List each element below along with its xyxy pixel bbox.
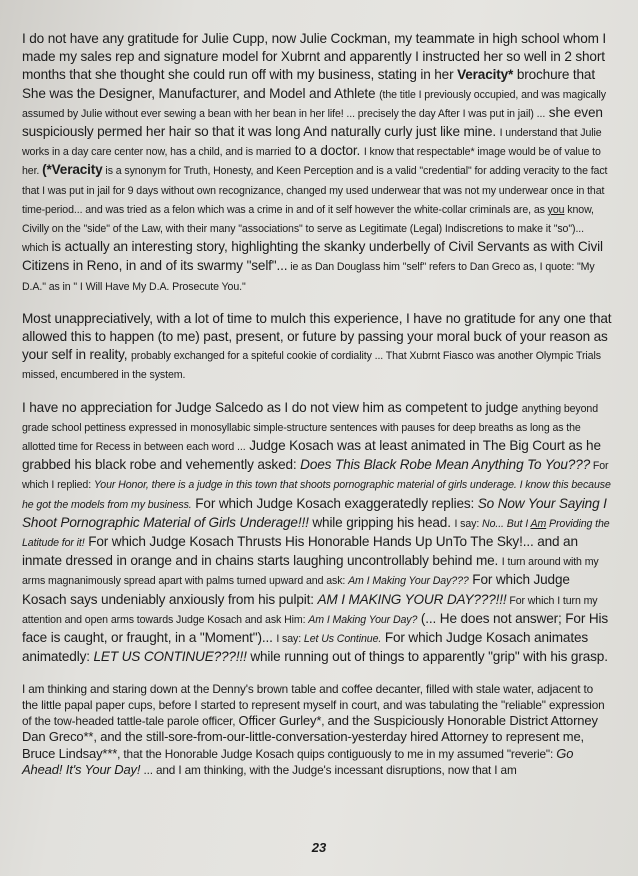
p1-small-3: I know that respectable* image would be of value to her. (22, 146, 601, 178)
p3-underlined-am: Am (530, 517, 547, 530)
p1-text-5: is actually an interesting story, highlighting the skanky underbelly of Civil Servants as with Civil Citizens in Reno, in and of its swarmy "self"... (22, 239, 603, 274)
p1-small-1: (the title I previously occupied, and was magically assumed by Julie without ever sewing a bean with her bean in her life! ... precisely the day After I was put in jail) ... (22, 88, 606, 120)
paragraph-2 (22, 310, 612, 385)
p3-text-8: For which Judge Kosach animates animatedly: (22, 630, 589, 665)
p3-small-4: I turn around with my arms magnanimously spread apart with palms turned upward and ask: (22, 556, 599, 588)
p3-small-3: I say: (454, 517, 483, 530)
p3-small-6-italic: Let Us Continue. (303, 633, 382, 646)
page-number: 23 (311, 840, 327, 855)
p3-quote-3: AM I MAKING YOUR DAY???!!! (317, 591, 507, 607)
p3-text-4: while gripping his head. (308, 514, 455, 530)
p3-small-2: For which I replied: (22, 460, 609, 492)
p3-text-7: (... He does not answer; For His face is caught, or fraught, in a "Moment")... (22, 610, 609, 646)
p4-text-2: , (321, 714, 328, 729)
p2-small-1: probably exchanged for a spiteful cookie of cordiality ... That Xubrnt Fiasco was another Olympic Trials missed, encumbered in the system. (22, 350, 601, 382)
p3-text-1: I have no appreciation for Judge Salcedo as I do not view him as competent to judge (22, 399, 522, 415)
p1-small-2: I understand that Julie works in a day care center now, has a child, and is married (22, 127, 602, 159)
p4-officer-gurley: Officer Gurley* (238, 713, 322, 729)
p3-quote-1: Does This Black Robe Mean Anything To You??? (300, 457, 591, 473)
p3-small-2-italic: Your Honor, there is a judge in this town that shoots pornographic material of girls underage. I know this because he got the models from my business. (22, 479, 611, 511)
p4-names: and the Suspiciously Honorable District Attorney Dan Greco**, and the still-sore-from-our-little-conversation-yesterday hired Attorney to represent me, Bruce Lindsay*** (22, 713, 598, 761)
p4-text-1: I am thinking and staring down at the Denny's brown table and coffee decanter, filled with stale water, adjacent to the little papal paper cups, before I started to represent myself in court, and was tabulating the "reliable" expression of the tow-headed tattle-tale parole officer, (22, 681, 605, 729)
p1-underlined-you: you (547, 203, 565, 216)
p3-small-6: I say: (276, 633, 304, 646)
p1-small-6: ie as Dan Douglass him "self" refers to Dan Greco as, I quote: "My D.A." as in " I Will Have My D.A. Prosecute You." (22, 261, 595, 293)
p3-text-5: For which Judge Kosach Thrusts His Honorable Hands Up UnTo The Sky!... and an inmate dressed in orange and in chains starts laughing uncontrollably behind me. (22, 534, 578, 569)
p1-text-2: brochure that She was the Designer, Manufacturer, and Model and Athlete (22, 67, 595, 101)
p3-small-4-italic: Am I Making Your Day??? (348, 575, 469, 588)
p4-text-3: , that the Honorable Judge Kosach quips contiguously to me in my assumed "reverie": (117, 746, 557, 761)
p3-small-3b: Providing the Latitude for it! (22, 517, 610, 550)
p4-text-4: ... and I am thinking, with the Judge's incessant disruptions, now that I am (140, 762, 517, 777)
p1-small-5: know, Civilly on the "side" of the Law, with their many "associations" to serve as Legitimate (Legal) Indiscretions to make it "so")... which (22, 203, 594, 255)
p1-text-4: to a doctor. (291, 143, 364, 159)
p3-text-6: For which Judge Kosach says undeniably anxiously from his pulpit: (22, 572, 570, 607)
p3-small-1: anything beyond grade school pettiness expressed in monosyllabic simple-structure sentences with pauses for deep breaths as long as the allotted time for Recess in between each word ... (22, 402, 599, 454)
p3-small-3a: No... But I (482, 517, 531, 530)
p3-quote-2: So Now Your Saying I Shoot Pornographic Material of Girls Underage!!! (22, 495, 607, 530)
paragraph-3 (22, 399, 612, 667)
p3-small-5-italic: Am I Making Your Day? (308, 613, 418, 626)
p3-small-5: For which I turn my attention and open arms towards Judge Kosach and ask Him: (22, 594, 598, 626)
p3-text-9: while running out of things to apparently "grip" with his grasp. (246, 649, 608, 665)
p1-small-4: is a synonym for Truth, Honesty, and Keen Perception and is a valid "credential" for adding veracity to the fact that I was put in jail for 9 days without own recognizance, changed my used underwear that was not my underwear once in that time-period... and was tried as a felon which was a crime in and of it self however the white-collar criminals are, as (22, 165, 608, 216)
paragraph-4 (22, 681, 612, 779)
paragraph-1 (22, 30, 612, 296)
p2-text-1: Most unappreciatively, with a lot of time to mulch this experience, I have no gratitude for any one that allowed this to happen (to me) past, present, or future by passing your moral buck of your reason as your self in reality, (22, 310, 612, 363)
p3-text-3: For which Judge Kosach exaggeratedly replies: (191, 495, 478, 511)
p3-text-2: Judge Kosach was at least animated in The Big Court as he grabbed his black robe and vehemently asked: (22, 438, 601, 473)
p1-text-1: I do not have any gratitude for Julie Cupp, now Julie Cockman, my teammate in high school whom I made my sales rep and signature model for Xubrnt and apparently I instructed her so well in 2 short months that she thought she could run off with my business, stating in her (22, 31, 607, 83)
p1-text-3: she even suspiciously permed her hair so that it was long And naturally curly just like mine. (22, 104, 603, 140)
p1-veracity: Veracity* (457, 67, 514, 83)
p4-quote-1: Go Ahead! It's Your Day! (22, 745, 574, 777)
p3-quote-4: LET US CONTINUE???!!! (93, 649, 247, 665)
p1-veracity-2: (*Veracity (42, 162, 103, 178)
